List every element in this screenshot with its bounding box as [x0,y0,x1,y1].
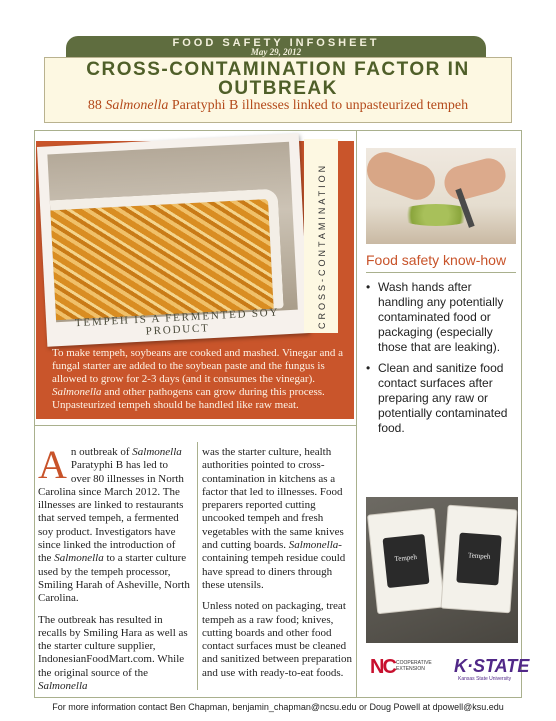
package-graphic [367,508,445,615]
tip-text: Clean and sanitize food contact surfaces after preparing any raw or potentially contaminated food. [378,361,508,435]
article-paragraph: Unless noted on packaging, treat tempeh as a raw food; knives, cutting boards and other food contact surfaces must be cleaned and sanitized between preparation and use with ready-to-eat foods. [202,600,352,679]
photo-caption: TEMPEH IS A FERMENTED SOY PRODUCT [74,306,280,338]
article-paragraph [38,442,190,606]
row-divider [34,425,356,426]
article-paragraph [38,614,190,694]
bullet-icon: • [366,280,371,294]
bullet-icon: • [366,361,371,375]
title-line-2: OUTBREAK [218,78,338,99]
hero-text-part-1: To make tempeh, soybeans are cooked and mashed. Vinegar and a fungal starter are added to the soybean paste and the fungus is allowed to grow for 2-3 days (and it consumes the vinegar). [52,347,343,385]
hero-text [52,347,348,412]
vertical-label-box [304,139,338,333]
text-run: The outbreak has resulted in recalls by Smiling Hara as well as the starter culture supplier, IndonesianFoodMart.com. While the original source of the [38,613,188,679]
column-divider [356,130,357,698]
list-item [366,361,518,436]
page-subtitle [44,98,512,114]
k-state-subtext: Kansas State University [458,676,512,682]
hero-text-part-2: and other pathogens can grow during this process. Unpasteurized tempeh should be handled like raw meat. [52,386,325,411]
k-state-logo: K·STATE [454,656,530,676]
article-column-2 [202,446,354,688]
tip-text: Wash hands after handling any potentially contaminated food or packaging (especially those that are leaking). [378,280,504,354]
sidebar-title: Food safety know-how [366,252,507,268]
subtitle-count: 88 [87,98,102,113]
hand-graphic [366,148,440,205]
footer-contact: For more information contact Ben Chapman, benjamin_chapman@ncsu.edu or Doug Powell at dpowell@ksu.edu [52,702,504,712]
hand-graphic [441,155,510,204]
text-run: Paratyphi B has led to over 80 illnesses in North Carolina since March 2012. The illnesses are linked to restaurants that served tempeh, a fermented soy product. Investigators have since linked the introduction of the [38,459,184,565]
nc-extension-text: COOPERATIVE EXTENSION [396,660,432,672]
package-label: Tempeh [456,533,501,586]
sidebar-divider [366,272,516,273]
tempeh-packages-photo [366,497,518,643]
package-label: Tempeh [383,534,430,588]
text-italic: Salmonella [54,552,104,565]
date-label: May 29, 2012 [250,47,302,57]
drop-cap: A [38,442,67,487]
text-italic: Salmonella [132,446,182,458]
tempeh-photo [37,133,309,346]
vertical-label: CROSS-CONTAMINATION [317,162,327,329]
article-column-1 [38,442,190,701]
package-graphic [440,505,517,614]
text-run: -containing tempeh residue could have spread to diners through these utensils. [202,539,346,591]
series-label: FOOD SAFETY INFOSHEET [172,37,380,49]
article [38,442,354,693]
tempeh-block-graphic [50,188,284,320]
text-run: n outbreak of [70,446,130,458]
logos [366,648,530,688]
article-paragraph [202,446,354,592]
text-run: was the starter culture, health authorities pointed to cross-contamination in kitchens as a factor that led to illnesses. Food preparers reported cutting uncooked tempeh and fresh vegetables with the same knives and cutting boards. [202,446,344,552]
list-item [366,280,518,355]
title-line-1: CROSS-CONTAMINATION FACTOR IN [86,59,470,80]
nc-state-logo: NC [370,656,395,678]
tempeh-image [47,142,297,322]
text-italic: Salmonella [38,680,88,693]
subtitle-pathogen: Salmonella [105,98,169,113]
text-run: to a starter culture used by the tempeh processor, Smiling Harah of Asheville, North Carolina. [38,552,190,605]
text-italic: Salmonella [288,539,339,552]
cutting-vegetables-photo [366,148,516,244]
subtitle-rest: Paratyphi B illnesses linked to unpasteurized tempeh [171,98,469,113]
tips-list [366,280,518,442]
hero-text-italic: Salmonella [52,386,102,398]
page-title [44,60,512,98]
